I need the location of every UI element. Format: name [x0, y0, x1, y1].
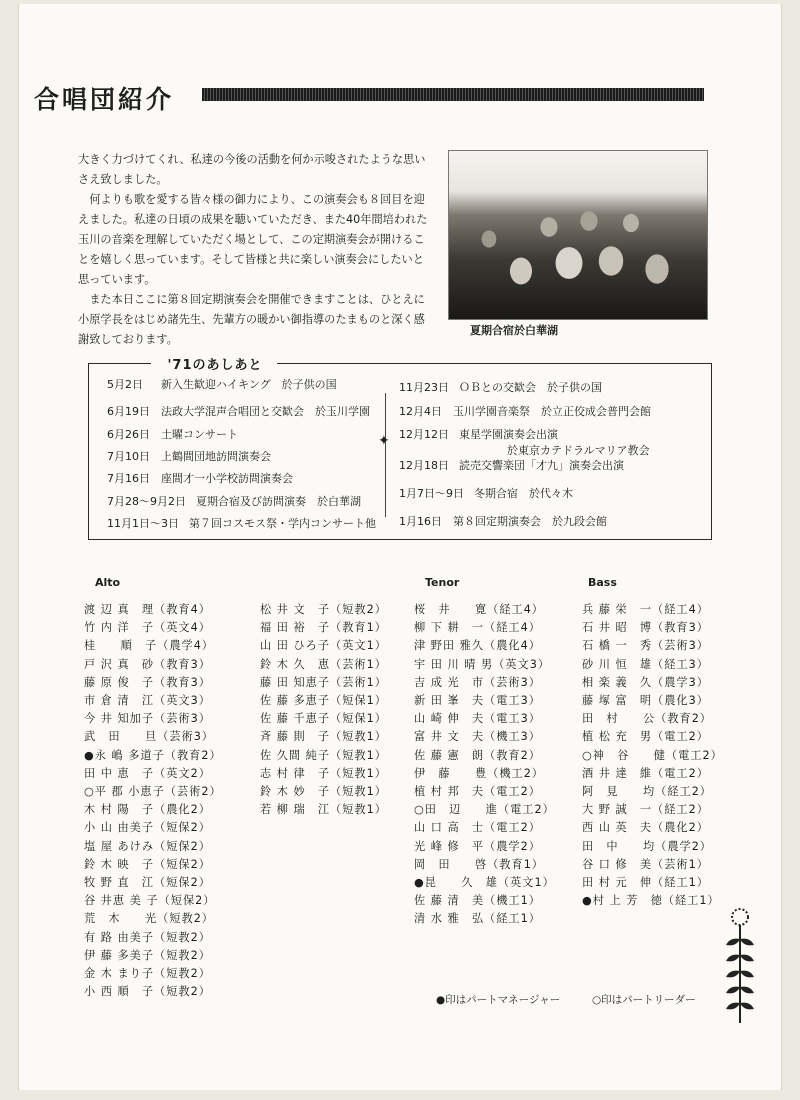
member-entry: 藤 田 知恵子（芸術1） [260, 675, 387, 689]
member-entry: 兵 藤 栄 一（経工4） [582, 603, 709, 616]
history-event: 座間才一小学校訪問演奏会 [161, 472, 293, 485]
history-entry [107, 403, 370, 419]
history-event-venue: 於東京カテドラルマリア教会 [507, 444, 650, 457]
member-entry: 宇 田 川 晴 男（英文3） [414, 657, 551, 671]
history-event: 土曜コンサート [161, 428, 238, 441]
alto-heading: Alto [95, 576, 121, 589]
member-entry: 砂 川 恒 雄（経工3） [582, 657, 709, 671]
member-entry: 山 田 ひろ子（英文1） [260, 639, 387, 653]
member-entry: 鈴 木 久 恵（芸術1） [260, 657, 387, 671]
intro-line: 何よりも歌を愛する皆々様の御力により、この演奏会も８回目を迎 [78, 193, 425, 206]
history-event: 夏期合宿及び訪問演奏 於白華湖 [196, 495, 361, 508]
member-entry: 藤 塚 富 明（農化3） [582, 694, 709, 707]
member-entry: 有 路 由美子（短教2） [84, 930, 211, 944]
member-entry: ○田 辺 進（電工2） [414, 803, 555, 817]
member-entry: 戸 沢 真 砂（教育3） [84, 657, 211, 671]
history-date: 7月16日 [107, 472, 150, 485]
legend-manager: ●印はパートマネージャー [436, 994, 561, 1006]
history-entry [107, 426, 238, 442]
member-entry: 今 井 知加子（芸術3） [84, 712, 211, 726]
history-event: 冬期合宿 於代々木 [474, 487, 573, 500]
history-entry [107, 493, 361, 509]
member-entry: 桂 順 子（農学4） [84, 639, 214, 653]
tenor-heading: Tenor [425, 576, 460, 589]
member-entry: 佐 藤 憲 朗（教育2） [414, 748, 541, 762]
history-date: 11月23日 [399, 381, 449, 394]
history-date: 11月1日～3日 [107, 517, 179, 530]
history-entry [399, 426, 558, 442]
history-entry [107, 470, 293, 486]
intro-line: 謝致しております。 [78, 333, 178, 346]
intro-line: 大きく力づけてくれ、私達の今後の活動を何か示唆されたような思い [78, 153, 426, 166]
intro-text [78, 150, 438, 350]
member-entry: 志 村 律 子（短教1） [260, 766, 387, 780]
legend-leader: ○印はパートリーダー [592, 994, 696, 1006]
history-date: 6月26日 [107, 428, 150, 441]
member-entry: 武 田 旦（芸術3） [84, 730, 214, 744]
intro-line: また本日ここに第８回定期演奏会を開催できますことは、ひとえに [78, 293, 425, 306]
member-entry: 山 口 高 士（電工2） [414, 821, 541, 835]
member-entry: ○神 谷 健（電工2） [582, 748, 723, 762]
member-entry: ●村 上 芳 徳（経工1） [582, 894, 720, 908]
member-entry: 谷 井恵 美 子（短保2） [84, 894, 216, 908]
history-entry [399, 485, 573, 501]
member-entry: 酒 井 達 維（電工2） [582, 766, 709, 780]
member-entry: 吉 成 光 市（芸術3） [414, 675, 541, 689]
history-event: ＯＢとの交歓会 於子供の国 [459, 381, 602, 394]
member-entry: 新 田 峯 夫（電工3） [414, 694, 541, 707]
intro-line: さえ致しました。 [78, 173, 168, 186]
history-entry [399, 513, 607, 529]
history-entry [399, 403, 651, 419]
member-entry: 伊 藤 豊（機工2） [414, 766, 544, 780]
member-entry: 鈴 木 映 子（短保2） [84, 857, 211, 871]
member-entry: 松 井 文 子（短教2） [260, 603, 387, 616]
member-entry: 小 山 由美子（短保2） [84, 821, 211, 835]
history-entry [399, 457, 624, 473]
member-entry: 竹 内 洋 子（英文4） [84, 621, 211, 635]
member-entry: 福 田 裕 子（教育1） [260, 621, 387, 635]
member-entry: 佐 久間 純子（短教1） [260, 748, 387, 762]
member-entry: 佐 藤 千恵子（短保1） [260, 712, 387, 726]
member-entry: 藤 原 俊 子（教育3） [84, 675, 211, 689]
member-entry: 植 松 充 男（電工2） [582, 730, 709, 744]
member-entry: 石 井 昭 博（教育3） [582, 621, 709, 635]
history-date: 12月18日 [399, 459, 449, 472]
history-top-rule-left [89, 363, 151, 364]
history-entry [107, 376, 337, 392]
history-event: 第７回コスモス祭・学内コンサート他 [189, 517, 376, 530]
member-entry: 伊 藤 多美子（短教2） [84, 948, 211, 962]
member-entry: 田 中 恵 子（英文2） [84, 766, 211, 780]
title-rule [202, 88, 704, 101]
intro-line: 小原学長をはじめ諸先生、先輩方の暖かい御指導のたまものと深く感 [78, 313, 425, 326]
member-entry: 金 木 まり子（短教2） [84, 967, 211, 980]
member-entry: 荒 木 光（短教2） [84, 912, 214, 926]
history-event: 法政大学混声合唱団と交歓会 於玉川学園 [161, 405, 370, 418]
history-date: 12月4日 [399, 405, 442, 418]
history-event: 東星学園演奏会出演 [459, 428, 558, 441]
member-entry: 佐 藤 多恵子（短保1） [260, 694, 387, 707]
member-entry: 鈴 木 妙 子（短教1） [260, 785, 387, 798]
history-date: 1月16日 [399, 515, 442, 528]
member-entry: 田 村 元 伸（経工1） [582, 876, 709, 889]
flower-ornament-icon [722, 905, 758, 1025]
history-event: 玉川学園音楽祭 於立正佼成会普門会館 [453, 405, 651, 418]
history-top-rule-right [277, 363, 711, 364]
history-box [88, 358, 712, 540]
intro-line: 思っています。 [78, 273, 156, 286]
member-entry: 富 井 文 夫（機工3） [414, 730, 541, 744]
member-entry: 植 村 邦 夫（電工2） [414, 785, 541, 798]
member-entry: 清 水 雅 弘（経工1） [414, 912, 541, 926]
history-date: 7月10日 [107, 450, 150, 463]
history-date: 6月19日 [107, 405, 150, 418]
intro-line: えました。私達の日頃の成果を聴いていただき、また40年間培われた [78, 213, 428, 226]
member-entry: 塩 屋 あけみ（短保2） [84, 839, 211, 853]
member-entry: 小 西 順 子（短教2） [84, 985, 211, 999]
member-entry: 柳 下 耕 一（経工4） [414, 621, 541, 635]
member-entry: 佐 藤 清 美（機工1） [414, 894, 541, 908]
member-entry: 若 柳 瑞 江（短教1） [260, 803, 387, 817]
member-entry: 牧 野 直 江（短保2） [84, 876, 211, 889]
member-entry: ○平 郡 小恵子（芸術2） [84, 785, 222, 798]
history-event: 読売交響楽団「才九」演奏会出演 [459, 459, 624, 472]
member-entry: 木 村 陽 子（農化2） [84, 803, 211, 817]
page-title: 合唱団紹介 [34, 85, 175, 114]
member-entry: 岡 田 啓（教育1） [414, 857, 544, 871]
member-entry: ●昆 久 雄（英文1） [414, 876, 555, 889]
history-event: 新入生歓迎ハイキング 於子供の国 [161, 378, 337, 391]
member-entry: 山 崎 伸 夫（電工3） [414, 712, 541, 726]
member-entry: 石 橋 一 秀（芸術3） [582, 639, 709, 653]
history-date: 7月28～9月2日 [107, 495, 186, 508]
member-entry: 津 野田 雅久（農化4） [414, 639, 541, 653]
member-entry: 渡 辺 真 理（教育4） [84, 603, 211, 616]
photo-caption: 夏期合宿於白華湖 [470, 324, 558, 337]
member-entry: 市 倉 清 江（英文3） [84, 694, 211, 707]
member-entry: ●永 嶋 多道子（教育2） [84, 748, 222, 762]
member-entry: 田 村 公（教育2） [582, 712, 712, 726]
history-entry [107, 448, 271, 464]
history-divider [385, 393, 386, 517]
history-entry [107, 515, 376, 531]
member-entry: 谷 口 修 美（芸術1） [582, 857, 709, 871]
summer-camp-photo [448, 150, 708, 320]
history-title: '71のあしあと [157, 354, 273, 373]
intro-line: 玉川の音楽を理解していただく場として、この定期演奏会が開けるこ [78, 233, 425, 246]
history-entry [399, 379, 602, 395]
history-event: 上鶴間団地訪問演奏会 [161, 450, 271, 463]
member-entry: 斉 藤 則 子（短教1） [260, 730, 387, 744]
member-entry: 相 楽 義 久（農学3） [582, 675, 709, 689]
member-entry: 大 野 誠 一（経工2） [582, 803, 709, 817]
member-entry: 西 山 英 夫（農化2） [582, 821, 709, 835]
bass-heading: Bass [588, 576, 617, 589]
history-event: 第８回定期演奏会 於九段会館 [453, 515, 607, 528]
diamond-icon: ✦ [378, 433, 390, 449]
history-date: 5月2日 [107, 378, 143, 391]
history-date: 12月12日 [399, 428, 449, 441]
member-entry: 光 峰 修 平（農学2） [414, 839, 541, 853]
intro-line: とを嬉しく思っています。そして皆様と共に楽しい演奏会にしたいと [78, 253, 424, 266]
member-entry: 阿 見 均（経工2） [582, 785, 712, 798]
member-entry: 桜 井 寛（経工4） [414, 603, 544, 616]
member-entry: 田 中 均（農学2） [582, 839, 712, 853]
history-date: 1月7日～9日 [399, 487, 464, 500]
